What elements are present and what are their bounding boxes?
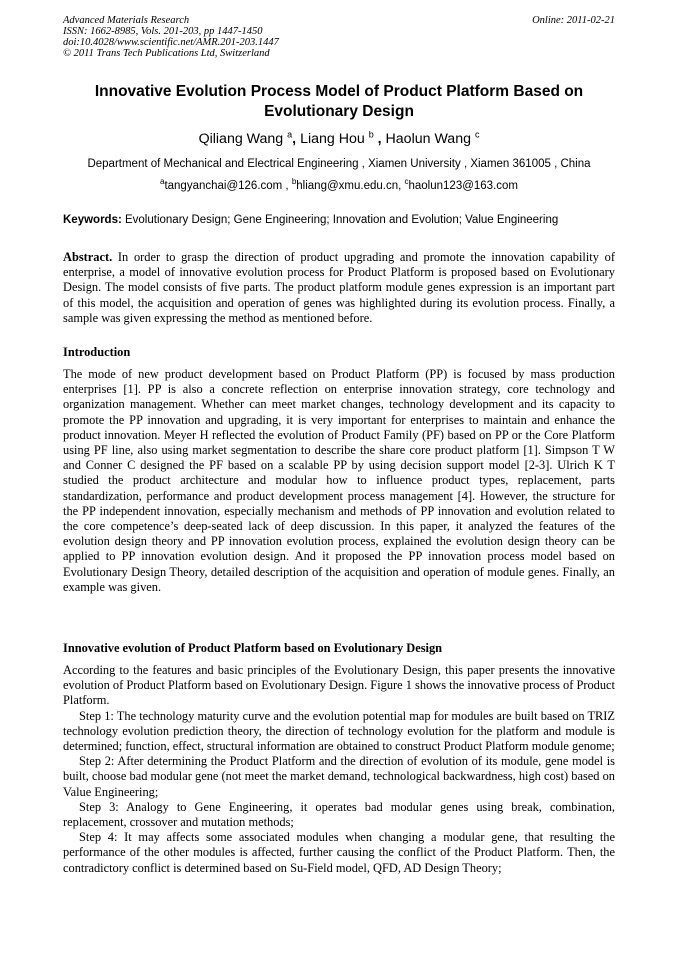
- journal-name: Advanced Materials Research: [63, 15, 190, 26]
- email-superscript: c: [404, 177, 409, 187]
- keywords-text: Evolutionary Design; Gene Engineering; Innovation and Evolution; Value Engineering: [121, 214, 559, 226]
- step-paragraph: Step 4: It may affects some associated modules when changing a modular gene, that resulting the performance of the other modules is affected, further causing the conflict of the Product Platform. Then, the contradictory conflict is determined based on Su-Field model, QFD, AD Design Theory;: [63, 830, 615, 875]
- email: haolun123@163.com: [408, 180, 519, 192]
- section2-body: [63, 663, 615, 876]
- section2-paragraph: According to the features and basic principles of the Evolutionary Design, this paper presents the innovative evolution of Product Platform based on Evolutionary Design. Figure 1 shows the innovative process of Product Platform.: [63, 663, 615, 708]
- section-heading-innovative-evolution: Innovative evolution of Product Platform based on Evolutionary Design: [63, 641, 443, 655]
- step-paragraph: Step 2: After determining the Product Platform and the direction of evolution of its module, gene model is built, choose bad modular gene (not meet the market demand, technological backwardness, high cost) based on Value Engineering;: [63, 754, 615, 799]
- author-separator: ,: [373, 131, 386, 147]
- author-name: Liang Hou: [300, 131, 365, 147]
- online-date: Online: 2011-02-21: [532, 15, 615, 26]
- email: hliang@xmu.edu.cn,: [296, 180, 405, 192]
- step-paragraph: Step 3: Analogy to Gene Engineering, it operates bad modular genes using break, combination, replacement, crossover and mutation methods;: [63, 799, 615, 830]
- introduction-body: [63, 367, 615, 595]
- keywords-label: Keywords:: [63, 214, 122, 226]
- author-superscript: b: [368, 129, 374, 140]
- section-heading-introduction: Introduction: [63, 345, 131, 359]
- affiliation: Department of Mechanical and Electrical Engineering , Xiamen University , Xiamen 361005 , China: [87, 158, 591, 170]
- author-list: [63, 130, 615, 148]
- author-superscript: c: [474, 129, 480, 140]
- keywords: [63, 213, 623, 227]
- author-separator: ,: [292, 131, 301, 147]
- paper-title: Innovative Evolution Process Model of Product Platform Based on Evolutionary Design: [94, 83, 584, 120]
- step-paragraph: Step 1: The technology maturity curve and the evolution potential map for modules are built based on TRIZ technology evolution prediction theory, the direction of technology evolution for the platform and module is determined; function, effect, structural information are obtained to construct Product Platform module genome;: [63, 708, 615, 754]
- email: tangyanchai@126.com ,: [164, 180, 292, 192]
- author-emails: [63, 179, 615, 193]
- abstract-text: In order to grasp the direction of product upgrading and promote the innovation capability of enterprise, a model of innovative evolution process for Product Platform is proposed based on Evolutionary Design. The model consists of five parts. The product platform module genes expression is an important part of this model, the acquisition and operation of genes was highlighted during its evolution process. Finally, a sample was given expressing the method as mentioned before.: [63, 250, 615, 325]
- author-name: Qiliang Wang: [198, 131, 284, 147]
- abstract-label: Abstract.: [63, 250, 113, 264]
- email-superscript: a: [159, 177, 165, 187]
- abstract: [63, 250, 615, 326]
- issn-line: ISSN: 1662-8985, Vols. 201-203, pp 1447-1450: [63, 26, 263, 37]
- email-superscript: b: [291, 177, 297, 187]
- copyright-line: © 2011 Trans Tech Publications Ltd, Switzerland: [63, 48, 270, 59]
- author-name: Haolun Wang: [385, 131, 471, 147]
- author-superscript: a: [287, 129, 293, 140]
- introduction-paragraph: The mode of new product development based on Product Platform (PP) is focused by mass production enterprises [1]. PP is also a concrete reflection on enterprise innovation strategy, core technology and organization management. Whether can meet market changes, technology development and its capacity to promote the PP innovation and upgrading, it is very important for enterprises to maintain and enhance the product innovation. Meyer H reflected the evolution of Product Family (PF) based on PP or the Core Platform using PF line, also using market segmentation to describe the share core product platform [1]. Simpson T W and Conner C designed the PF based on a scalable PP by using decision support model [2-3]. Ulrich K T studied the product architecture and modular how to influence product types, replacement, parts standardization, performance and product development process management [4]. However, the structure for the PP independent innovation, especially mechanism and methods of PP innovation and evolution related to the core competence’s deep-seated lack of deep discussion. In this paper, it analyzed the features of the evolution design theory and PP innovation evolution process, explained the evolution design theory can be applied to PP innovation evolution design. And it proposed the PP innovation process model based on Evolutionary Design Theory, detailed description of the acquisition and operation of module genes. Finally, an example was given.: [63, 367, 615, 594]
- doi-line: doi:10.4028/www.scientific.net/AMR.201-203.1447: [63, 37, 279, 48]
